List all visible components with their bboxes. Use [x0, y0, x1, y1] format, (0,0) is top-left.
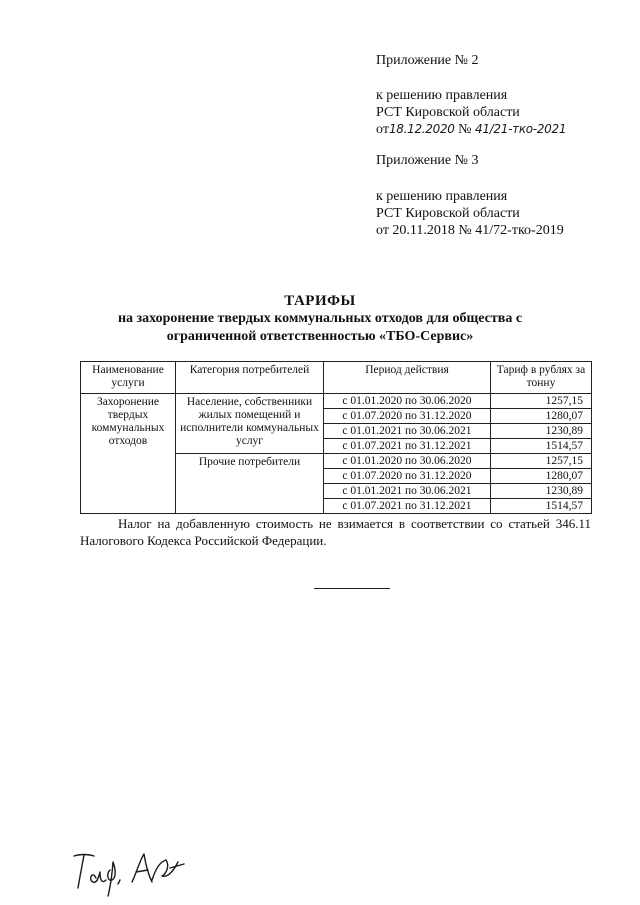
- handwritten-date: 18.12.2020: [388, 122, 455, 136]
- document-title: [80, 292, 560, 346]
- vat-note-text: Налог на добавленную стоимость не взимается в соответствии со статьей 346.11 Налогового Кодекса Российской Федерации.: [80, 516, 591, 548]
- appendix-3-decision: к решению правления: [376, 189, 508, 204]
- price-cell: 1230,89: [491, 484, 592, 499]
- date-prefix: от: [376, 122, 389, 137]
- signature-text: Тарб, Лиф: [66, 840, 71, 841]
- period-cell: с 01.07.2021 по 31.12.2021: [324, 439, 491, 454]
- handwritten-signature: [66, 840, 196, 900]
- price-cell: 1514,57: [491, 499, 592, 514]
- tariffs-table: [80, 361, 592, 514]
- service-name-cell: Захоронение твердых коммунальных отходов: [81, 394, 176, 514]
- period-cell: с 01.07.2021 по 31.12.2021: [324, 499, 491, 514]
- title-main: ТАРИФЫ: [284, 293, 356, 309]
- category-cell: Население, собственники жилых помещений и исполнители коммунальных услуг: [176, 394, 324, 454]
- price-cell: 1280,07: [491, 469, 592, 484]
- period-cell: с 01.01.2021 по 30.06.2021: [324, 424, 491, 439]
- period-cell: с 01.01.2020 по 30.06.2020: [324, 394, 491, 409]
- appendix-2-decision: к решению правления: [376, 88, 508, 103]
- separator-line: [314, 588, 390, 589]
- period-cell: с 01.01.2020 по 30.06.2020: [324, 454, 491, 469]
- title-subtitle-2: ограниченной ответственностью «ТБО-Сервис»: [166, 329, 474, 344]
- price-cell: 1280,07: [491, 409, 592, 424]
- handwritten-number: 41/21-ткo-2021: [475, 122, 567, 136]
- title-subtitle-1: на захоронение твердых коммунальных отходов для общества с: [117, 311, 523, 326]
- category-cell: Прочие потребители: [176, 454, 324, 514]
- price-cell: 1257,15: [491, 394, 592, 409]
- header-tariff: Тариф в рублях за тонну: [491, 362, 592, 394]
- header-service: Наименование услуги: [81, 362, 176, 394]
- period-cell: с 01.01.2021 по 30.06.2021: [324, 484, 491, 499]
- appendix-3-authority: РСТ Кировской области: [376, 206, 520, 221]
- price-cell: 1230,89: [491, 424, 592, 439]
- price-cell: 1257,15: [491, 454, 592, 469]
- table-header-row: [81, 362, 592, 394]
- price-cell: 1514,57: [491, 439, 592, 454]
- appendix-3-date-line: от 20.11.2018 № 41/72-тко-2019: [376, 223, 564, 238]
- period-cell: с 01.07.2020 по 31.12.2020: [324, 469, 491, 484]
- header-category: Категория потребителей: [176, 362, 324, 394]
- appendix-2-title: Приложение № 2: [376, 53, 479, 68]
- period-cell: с 01.07.2020 по 31.12.2020: [324, 409, 491, 424]
- table-row: [81, 394, 592, 409]
- header-period: Период действия: [324, 362, 491, 394]
- appendix-2-date-line: [376, 121, 566, 138]
- appendix-3-title: Приложение № 3: [376, 153, 479, 168]
- number-sign: №: [458, 122, 472, 137]
- vat-note: [80, 515, 591, 549]
- appendix-2-authority: РСТ Кировской области: [376, 105, 520, 120]
